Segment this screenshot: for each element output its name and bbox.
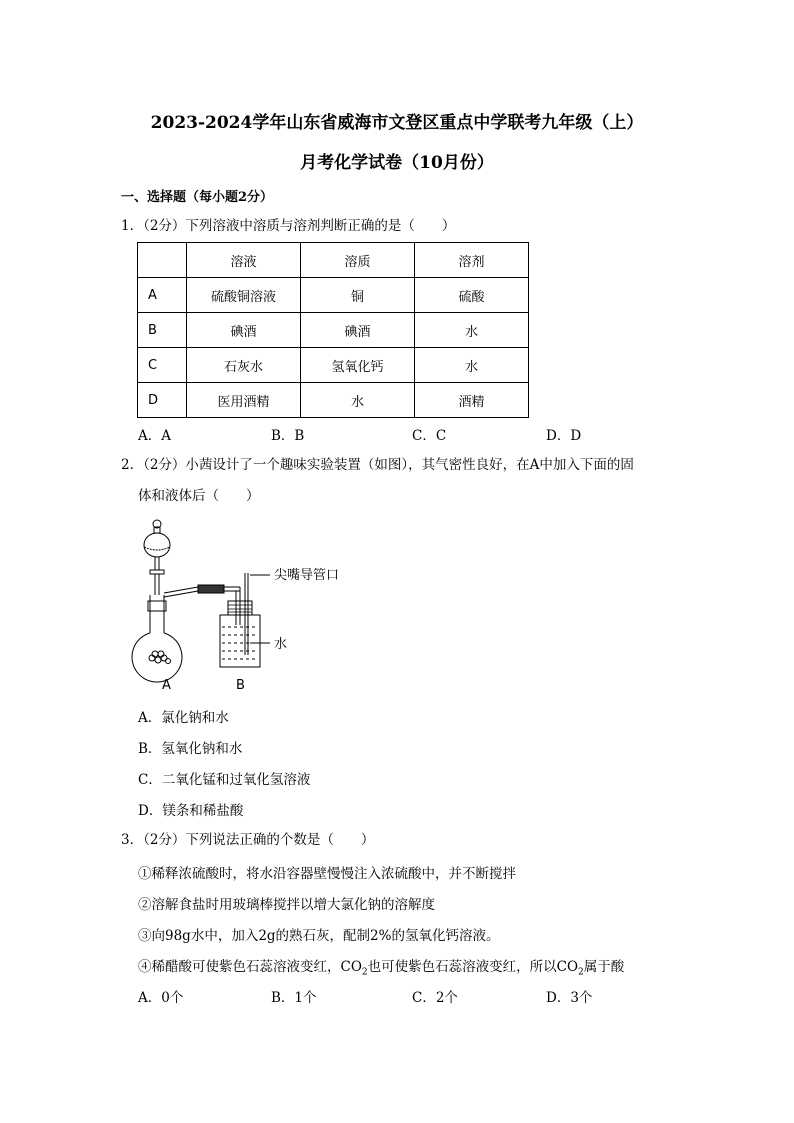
option-a[interactable]: A．0个 xyxy=(138,990,184,1006)
exam-title-line1: 2023-2024学年山东省威海市文登区重点中学联考九年级（上） xyxy=(150,113,644,133)
option-d[interactable]: D．3个 xyxy=(546,990,593,1006)
q2-option-a[interactable]: A．氯化钠和水 xyxy=(138,710,229,726)
option-c[interactable]: C．C xyxy=(412,428,447,444)
stopcock xyxy=(150,570,164,574)
option-c[interactable]: C．2个 xyxy=(412,990,458,1006)
table-cell: 酒精 xyxy=(415,383,529,418)
table-cell: 石灰水 xyxy=(187,348,301,383)
table-row xyxy=(138,383,529,418)
table-cell: B xyxy=(138,313,187,348)
table-row xyxy=(138,313,529,348)
question-1-stem: 1．（2分）下列溶液中溶质与溶剂判断正确的是（ ） xyxy=(121,218,456,234)
statement-2: ②溶解食盐时用玻璃棒搅拌以增大氯化钠的溶解度 xyxy=(138,897,435,913)
table-row xyxy=(138,278,529,313)
statement-4-part2: 也可使紫色石蕊溶液变红，所以CO xyxy=(367,959,579,975)
table-cell: 碘酒 xyxy=(301,313,415,348)
table-cell: 医用酒精 xyxy=(187,383,301,418)
statement-3: ③向98g水中，加入2g的熟石灰，配制2%的氢氧化钙溶液。 xyxy=(138,928,500,944)
table-cell: A xyxy=(138,278,187,313)
question-1-options xyxy=(138,424,658,444)
table-header-row xyxy=(138,243,529,278)
table-cell: 硫酸 xyxy=(415,278,529,313)
question-3-stem: 3．（2分）下列说法正确的个数是（ ） xyxy=(121,832,375,848)
apparatus-figure xyxy=(130,515,360,695)
table-header-cell: 溶液 xyxy=(187,243,301,278)
table-cell: 氢氧化钙 xyxy=(301,348,415,383)
label-bottle-b: B xyxy=(236,678,245,693)
table-cell: D xyxy=(138,383,187,418)
table-cell: C xyxy=(138,348,187,383)
separatory-funnel-bulb xyxy=(144,533,170,557)
label-nozzle: 尖嘴导管口 xyxy=(274,568,340,583)
flask-stopper xyxy=(148,601,166,611)
statement-4 xyxy=(138,955,624,978)
solution-table xyxy=(137,242,529,418)
table-header-cell: 溶剂 xyxy=(415,243,529,278)
table-cell: 水 xyxy=(415,348,529,383)
question-2-stem-line1: 2．（2分）小茜设计了一个趣味实验装置（如图），其气密性良好，在A中加入下面的固 xyxy=(121,457,634,473)
question-2-stem-line2: 体和液体后（ ） xyxy=(138,488,260,504)
co2-subscript: 2 xyxy=(361,967,368,978)
solid-pellets xyxy=(149,651,171,664)
option-a[interactable]: A．A xyxy=(138,428,171,444)
option-b[interactable]: B．B xyxy=(271,428,305,444)
section-heading: 一、选择题（每小题2分） xyxy=(121,190,274,205)
question-3-options xyxy=(138,986,658,1006)
q2-option-b[interactable]: B．氢氧化钠和水 xyxy=(138,741,243,757)
statement-4-part3: 属于酸 xyxy=(583,959,625,975)
table-cell: 铜 xyxy=(301,278,415,313)
statement-4-part1: ④稀醋酸可使紫色石蕊溶液变红，CO xyxy=(138,959,362,975)
table-cell: 水 xyxy=(301,383,415,418)
statement-1: ①稀释浓硫酸时，将水沿容器壁慢慢注入浓硫酸中，并不断搅拌 xyxy=(138,866,516,882)
label-water: 水 xyxy=(274,637,288,652)
q2-option-d[interactable]: D．镁条和稀盐酸 xyxy=(138,803,244,819)
label-flask-a: A xyxy=(162,678,171,693)
option-b[interactable]: B．1个 xyxy=(271,990,317,1006)
table-header-cell: 溶质 xyxy=(301,243,415,278)
table-cell: 碘酒 xyxy=(187,313,301,348)
table-cell: 硫酸铜溶液 xyxy=(187,278,301,313)
co2-subscript: 2 xyxy=(578,967,584,978)
table-cell: 水 xyxy=(415,313,529,348)
table-row xyxy=(138,348,529,383)
table-header-cell xyxy=(138,243,187,278)
rubber-connector xyxy=(198,585,224,593)
q2-option-c[interactable]: C．二氧化锰和过氧化氢溶液 xyxy=(138,772,311,788)
option-d[interactable]: D．D xyxy=(546,428,582,444)
exam-title-line2: 月考化学试卷（10月份） xyxy=(300,153,494,173)
